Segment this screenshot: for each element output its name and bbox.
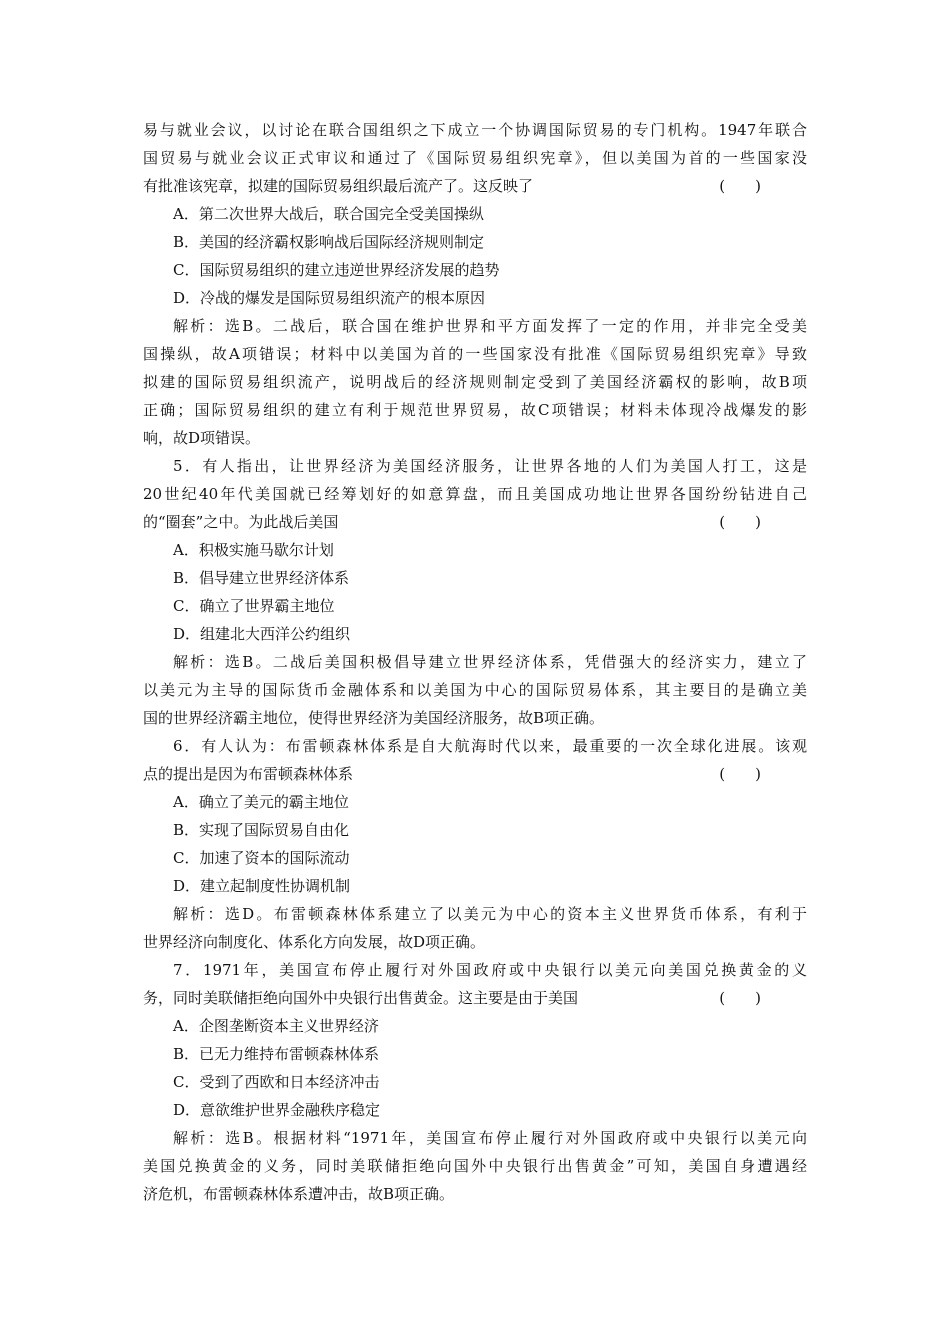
- question-4-option-d: D．冷战的爆发是国际贸易组织流产的根本原因: [173, 289, 486, 307]
- question-7-stem-line: 7．1971年，美国宣布停止履行对外国政府或中央银行以美元向美国兑换黄金的义: [173, 961, 807, 979]
- question-4-stem-line: 国贸易与就业会议正式审议和通过了《国际贸易组织宪章》，但以美国为首的一些国家没: [143, 149, 807, 167]
- question-5-option-d: D．组建北大西洋公约组织: [173, 625, 351, 643]
- question-5-stem-line: 5．有人指出，让世界经济为美国经济服务，让世界各地的人们为美国人打工，这是: [173, 457, 807, 475]
- question-7-stem-line: [143, 984, 807, 1012]
- question-5-analysis-line: 以美元为主导的国际货币金融体系和以美国为中心的国际贸易体系，其主要目的是确立美: [143, 681, 807, 699]
- document-body: [143, 116, 807, 1208]
- question-4-analysis-line: 响，故D项错误。: [143, 429, 261, 447]
- question-7-option-c: C．受到了西欧和日本经济冲击: [173, 1073, 380, 1091]
- question-5-stem-text: 的“圈套”之中。为此战后美国: [143, 513, 339, 531]
- question-4-stem-line: 易与就业会议，以讨论在联合国组织之下成立一个协调国际贸易的专门机构。1947年联合: [143, 121, 807, 139]
- question-6-stem-line: [143, 760, 807, 788]
- question-4-analysis-line: 正确；国际贸易组织的建立有利于规范世界贸易，故C项错误；材料未体现冷战爆发的影: [143, 401, 807, 419]
- question-7-analysis-line: 美国兑换黄金的义务，同时美联储拒绝向国外中央银行出售黄金”可知，美国自身遭遇经: [143, 1157, 807, 1175]
- question-5-stem-line: [143, 508, 807, 536]
- question-6-option-a: A．确立了美元的霸主地位: [173, 793, 349, 811]
- question-4-analysis-line: 拟建的国际贸易组织流产，说明战后的经济规则制定受到了美国经济霸权的影响，故B项: [143, 373, 807, 391]
- question-7-analysis-line: 济危机，布雷顿森林体系遭冲击，故B项正确。: [143, 1185, 455, 1203]
- question-6-option-d: D．建立起制度性协调机制: [173, 877, 351, 895]
- question-4-analysis-line: 解析：选B。二战后，联合国在维护世界和平方面发挥了一定的作用，并非完全受美: [173, 317, 807, 335]
- answer-blank: ( ): [719, 177, 761, 195]
- answer-blank: ( ): [719, 513, 761, 531]
- question-6-analysis-line: 世界经济向制度化、体系化方向发展，故D项正确。: [143, 933, 486, 951]
- answer-blank: ( ): [719, 989, 761, 1007]
- question-4-stem-line: [143, 172, 807, 200]
- question-6-stem-text: 点的提出是因为布雷顿森林体系: [143, 765, 354, 783]
- question-5-option-c: C．确立了世界霸主地位: [173, 597, 335, 615]
- question-6-option-c: C．加速了资本的国际流动: [173, 849, 350, 867]
- question-4-stem-text: 有批准该宪章，拟建的国际贸易组织最后流产了。这反映了: [143, 177, 534, 195]
- question-6-option-b: B．实现了国际贸易自由化: [173, 821, 350, 839]
- question-5-option-b: B．倡导建立世界经济体系: [173, 569, 350, 587]
- question-4-analysis-line: 国操纵，故A项错误；材料中以美国为首的一些国家没有批准《国际贸易组织宪章》导致: [143, 345, 807, 363]
- question-5-analysis-line: 解析：选B。二战后美国积极倡导建立世界经济体系，凭借强大的经济实力，建立了: [173, 653, 807, 671]
- answer-blank: ( ): [719, 765, 761, 783]
- question-6-stem-line: 6．有人认为：布雷顿森林体系是自大航海时代以来，最重要的一次全球化进展。该观: [173, 737, 807, 755]
- question-5-stem-line: 20世纪40年代美国就已经筹划好的如意算盘，而且美国成功地让世界各国纷纷钻进自己: [143, 485, 807, 503]
- question-6-analysis-line: 解析：选D。布雷顿森林体系建立了以美元为中心的资本主义世界货币体系，有利于: [173, 905, 807, 923]
- question-4-option-b: B．美国的经济霸权影响战后国际经济规则制定: [173, 233, 485, 251]
- question-7-option-d: D．意欲维护世界金融秩序稳定: [173, 1101, 381, 1119]
- question-7-option-a: A．企图垄断资本主义世界经济: [173, 1017, 379, 1035]
- question-5-analysis-line: 国的世界经济霸主地位，使得世界经济为美国经济服务，故B项正确。: [143, 709, 605, 727]
- question-7-option-b: B．已无力维持布雷顿森林体系: [173, 1045, 380, 1063]
- question-7-analysis-line: 解析：选B。根据材料“1971年，美国宣布停止履行对外国政府或中央银行以美元向: [173, 1129, 807, 1147]
- question-5-option-a: A．积极实施马歇尔计划: [173, 541, 334, 559]
- question-4-option-a: A．第二次世界大战后，联合国完全受美国操纵: [173, 205, 484, 223]
- question-7-stem-text: 务，同时美联储拒绝向国外中央银行出售黄金。这主要是由于美国: [143, 989, 579, 1007]
- question-4-option-c: C．国际贸易组织的建立违逆世界经济发展的趋势: [173, 261, 500, 279]
